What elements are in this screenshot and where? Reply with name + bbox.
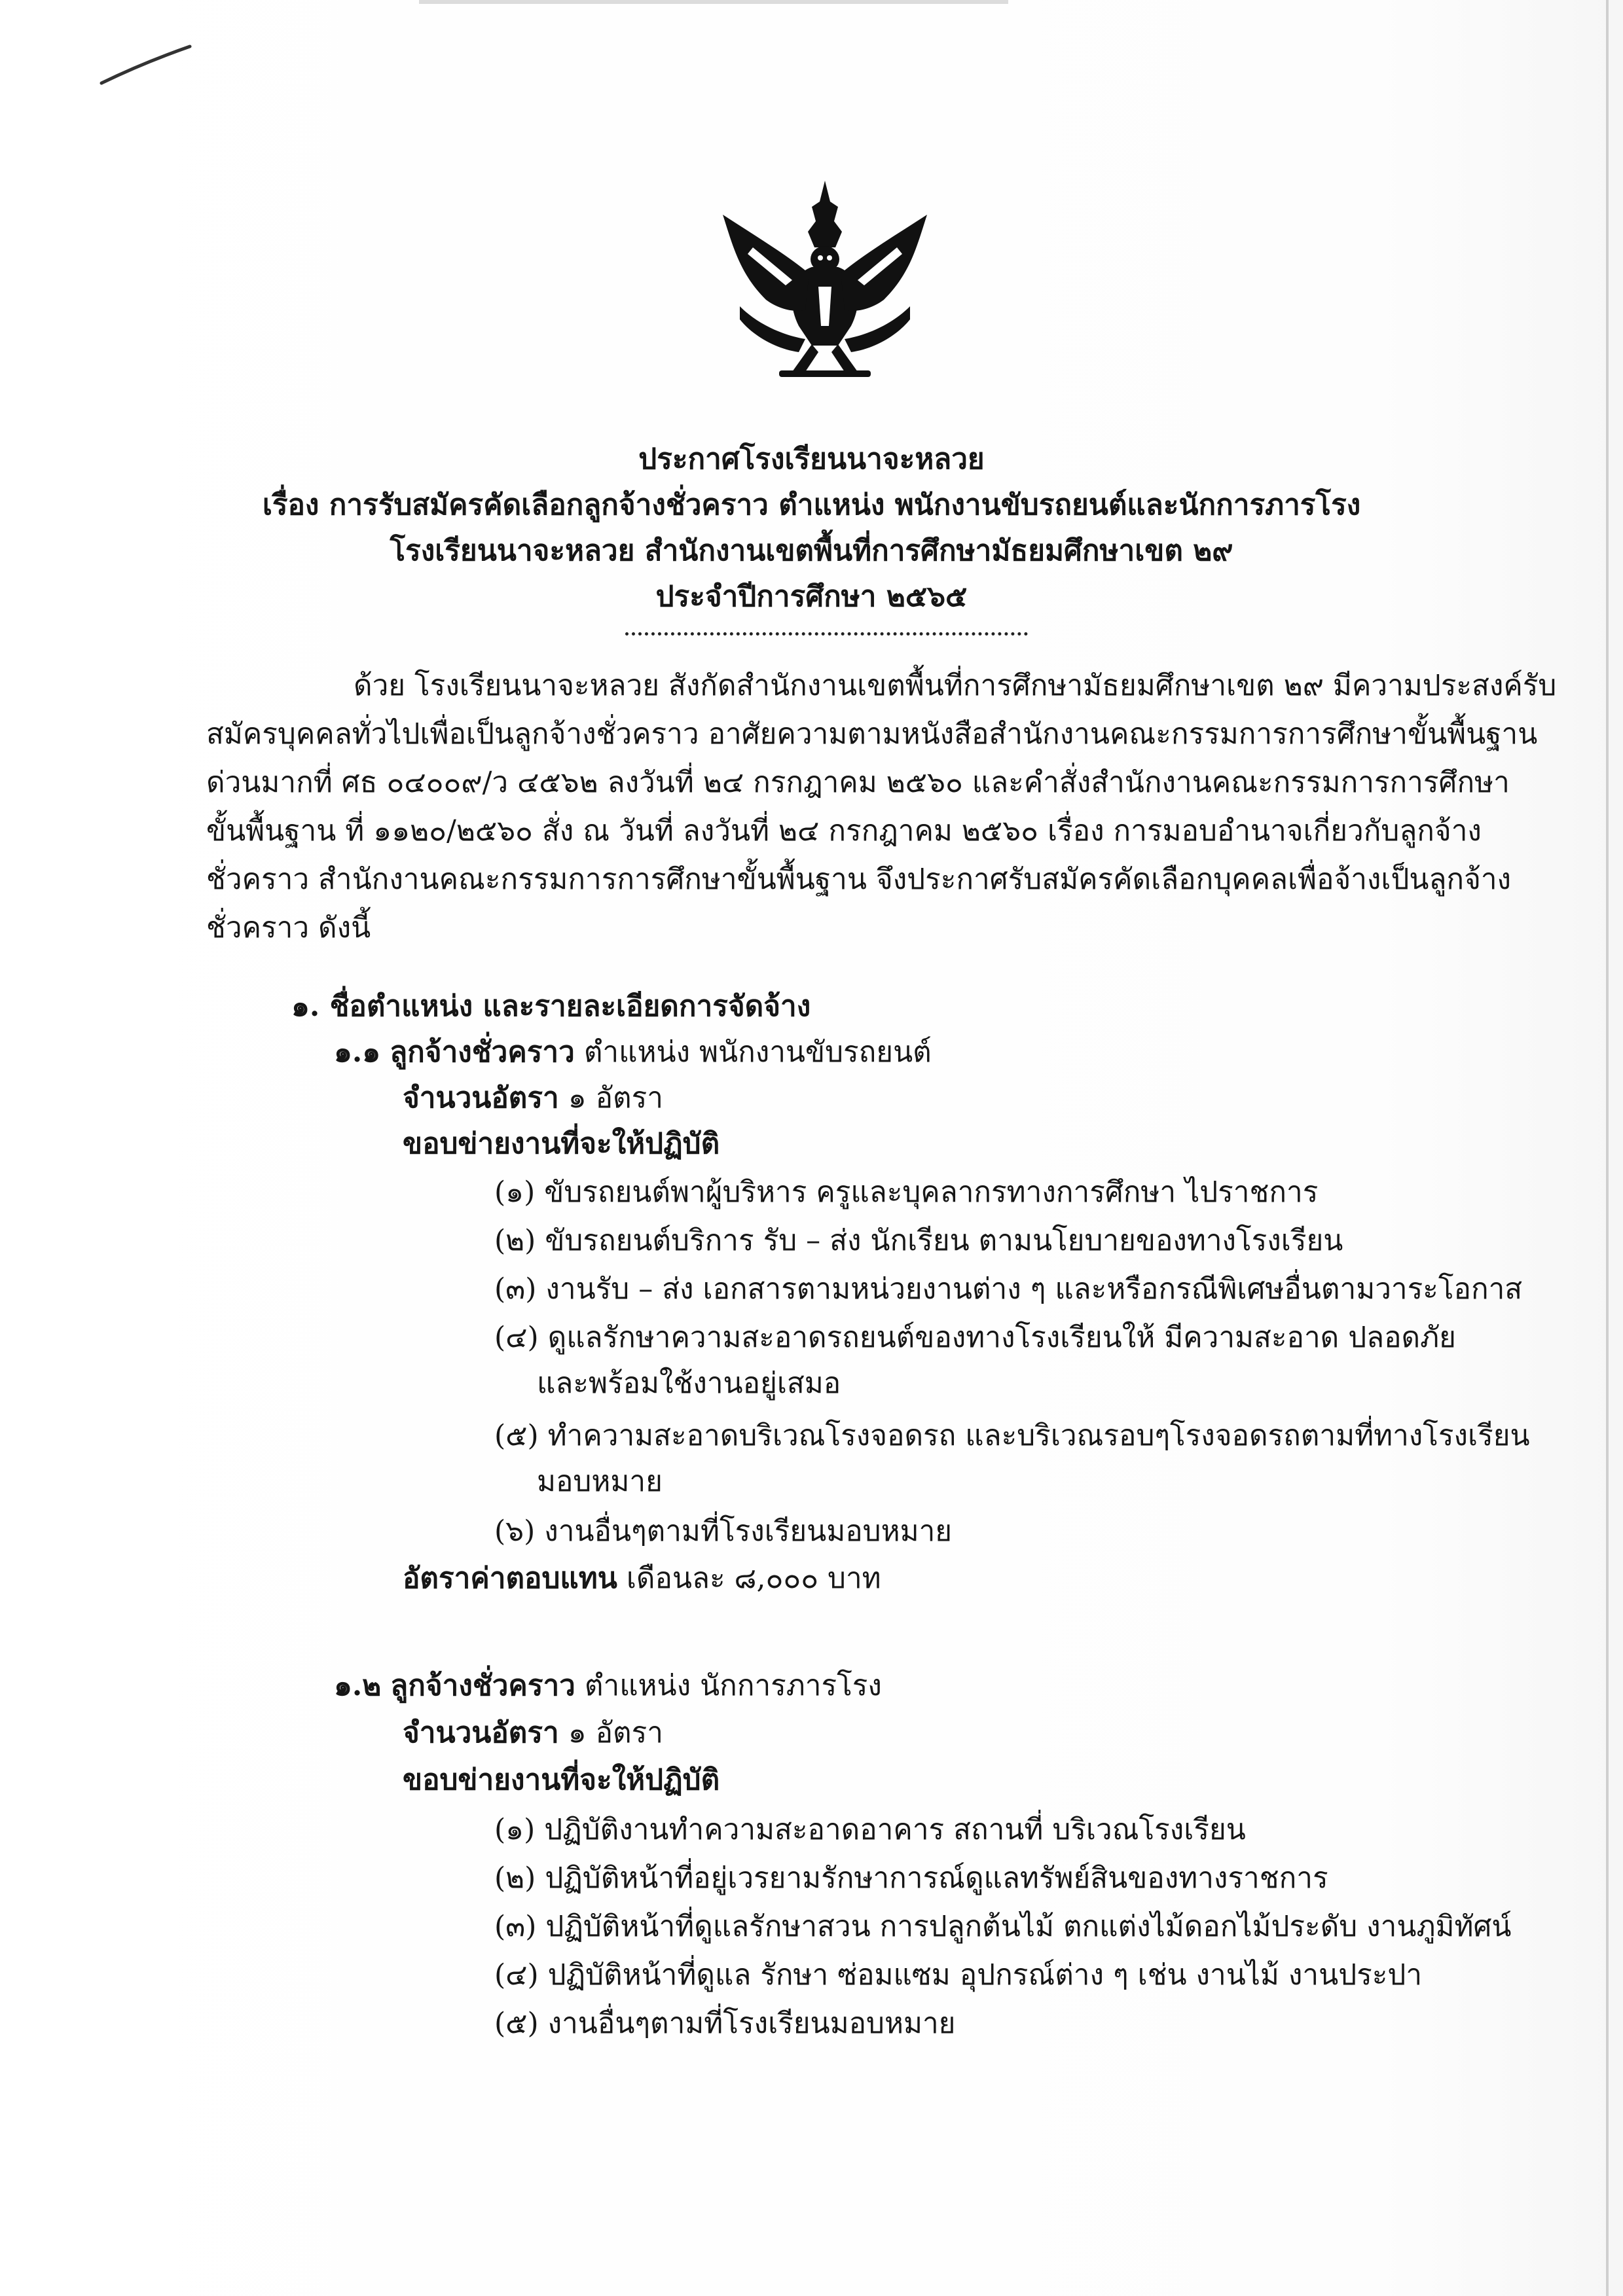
position-heading-janitor [334,1666,882,1706]
duty-item: (๔) ดูแลรักษาความสะอาดรถยนต์ของทางโรงเรียนให้ มีความสะอาด ปลอดภัย [494,1321,1456,1354]
announcement-subject: เรื่อง การรับสมัครคัดเลือกลูกจ้างชั่วคราว ตำแหน่ง พนักงานขับรถยนต์และนักการภารโรง [262,488,1361,522]
position-heading-driver [334,1033,932,1072]
position-type: ลูกจ้างชั่วคราว [390,1669,575,1702]
announcement-office: โรงเรียนนาจะหลวย สำนักงานเขตพื้นที่การศึกษามัธยมศึกษาเขต ๒๙ [390,534,1233,567]
duty-item-continuation: และพร้อมใช้งานอยู่เสมอ [537,1367,841,1400]
duty-item: (๔) ปฏิบัติหน้าที่ดูแล รักษา ซ่อมแซม อุปกรณ์ต่าง ๆ เช่น งานไม้ งานประปา [494,1958,1423,1992]
position-number: ๑.๒ [334,1669,382,1702]
duty-item: (๕) งานอื่นๆตามที่โรงเรียนมอบหมาย [494,2007,956,2040]
position-count [403,1079,663,1118]
position-number: ๑.๑ [334,1035,381,1069]
pay-label: อัตราค่าตอบแทน [403,1562,617,1595]
position-type: ลูกจ้างชั่วคราว [390,1035,575,1069]
count-value: ๑ อัตรา [568,1081,663,1115]
scope-label: ขอบข่ายงานที่จะให้ปฏิบัติ [403,1763,720,1797]
pay-rate [403,1559,881,1598]
announcement-year: ประจำปีการศึกษา ๒๕๖๕ [655,580,968,613]
duty-item: (๑) ปฏิบัติงานทำความสะอาดอาคาร สถานที่ บริเวณโรงเรียน [494,1813,1246,1846]
intro-line: ขั้นพื้นฐาน ที่ ๑๑๒๐/๒๕๖๐ สั่ง ณ วันที่ ลงวันที่ ๒๔ กรกฎาคม ๒๕๖๐ เรื่อง การมอบอำนาจเกี่ยวกับลูกจ้าง [206,814,1482,848]
pen-stroke-mark [98,43,196,88]
duty-item: (๑) ขับรถยนต์พาผู้บริหาร ครูและบุคลากรทางการศึกษา ไปราชการ [494,1175,1319,1209]
duty-item: (๕) ทำความสะอาดบริเวณโรงจอดรถ และบริเวณรอบๆโรงจอดรถตามที่ทางโรงเรียน [494,1419,1530,1452]
duty-item: (๖) งานอื่นๆตามที่โรงเรียนมอบหมาย [494,1515,953,1548]
pay-value: เดือนละ ๘,๐๐๐ บาท [626,1562,881,1595]
announcement-title: ประกาศโรงเรียนนาจะหลวย [638,442,985,476]
intro-line: ชั่วคราว สำนักงานคณะกรรมการการศึกษาขั้นพื้นฐาน จึงประกาศรับสมัครคัดเลือกบุคคลเพื่อจ้างเป็นลูกจ้าง [206,863,1512,896]
intro-line: ชั่วคราว ดังนี้ [206,911,371,944]
position-count [403,1713,663,1753]
intro-line: สมัครบุคคลทั่วไปเพื่อเป็นลูกจ้างชั่วคราว อาศัยความตามหนังสือสำนักงานคณะกรรมการการศึกษาขั้นพื้นฐาน [206,717,1538,751]
section-heading: ๑. ชื่อตำแหน่ง และรายละเอียดการจัดจ้าง [291,990,811,1023]
count-label: จำนวนอัตรา [403,1081,559,1115]
scope-label: ขอบข่ายงานที่จะให้ปฏิบัติ [403,1127,720,1160]
intro-line: ด้วย โรงเรียนนาจะหลวย สังกัดสำนักงานเขตพื้นที่การศึกษามัธยมศึกษาเขต ๒๙ มีความประสงค์รับ [354,669,1557,702]
duty-item: (๓) งานรับ – ส่ง เอกสารตามหน่วยงานต่าง ๆ และหรือกรณีพิเศษอื่นตามวาระโอกาส [494,1272,1523,1306]
position-title: ตำแหน่ง นักการภารโรง [584,1669,882,1702]
duty-item-continuation: มอบหมาย [537,1465,663,1498]
intro-line: ด่วนมากที่ ศธ ๐๔๐๐๙/ว ๔๕๖๒ ลงวันที่ ๒๔ กรกฎาคม ๒๕๖๐ และคำสั่งสำนักงานคณะกรรมการการศึกษา [206,766,1510,799]
duty-item: (๒) ปฏิบัติหน้าที่อยู่เวรยามรักษาการณ์ดูแลทรัพย์สินของทางราชการ [494,1861,1328,1895]
scan-right-edge [1606,0,1609,2296]
dotted-separator [625,632,1028,636]
count-label: จำนวนอัตรา [403,1716,559,1749]
duty-item: (๒) ขับรถยนต์บริการ รับ – ส่ง นักเรียน ตามนโยบายของทางโรงเรียน [494,1224,1343,1257]
scan-edge-mark [419,0,1008,4]
duty-item: (๓) ปฏิบัติหน้าที่ดูแลรักษาสวน การปลูกต้นไม้ ตกแต่งไม้ดอกไม้ประดับ งานภูมิทัศน์ [494,1910,1512,1943]
garuda-emblem-icon [714,175,936,385]
count-value: ๑ อัตรา [568,1716,663,1749]
position-title: ตำแหน่ง พนักงานขับรถยนต์ [583,1035,932,1069]
